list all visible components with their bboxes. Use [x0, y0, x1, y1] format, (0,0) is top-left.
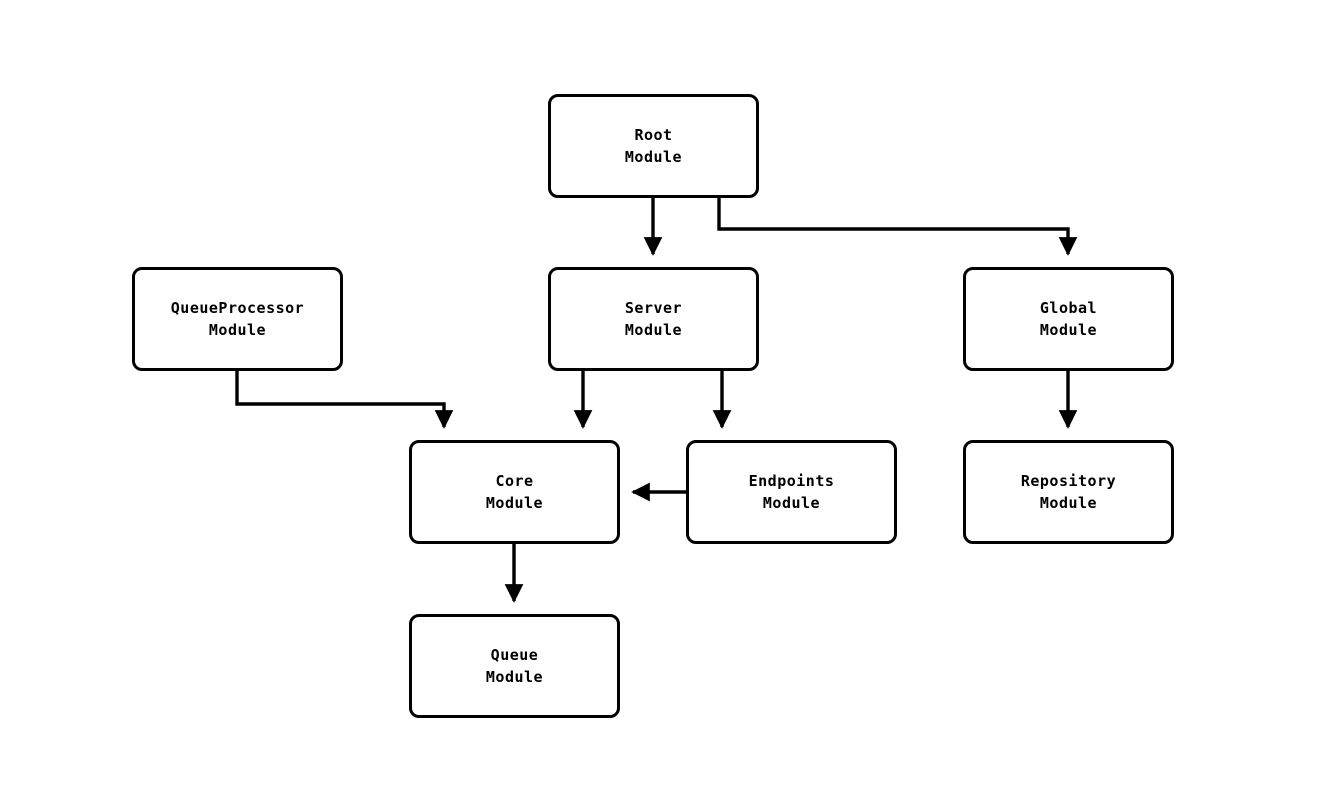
node-title: Endpoints	[748, 472, 835, 490]
node-subtitle: Module	[1039, 494, 1098, 512]
node-subtitle: Module	[1039, 321, 1098, 339]
node-title: Root	[634, 126, 673, 144]
edge-queueprocessor-core	[237, 371, 444, 427]
node-title: Queue	[490, 646, 539, 664]
node-core-module[interactable]	[409, 440, 620, 544]
node-server-module[interactable]	[548, 267, 759, 371]
node-subtitle: Module	[485, 494, 544, 512]
node-subtitle: Module	[762, 494, 821, 512]
node-queue-module[interactable]	[409, 614, 620, 718]
node-queueprocessor-module[interactable]	[132, 267, 343, 371]
node-repository-module[interactable]	[963, 440, 1174, 544]
node-title: Repository	[1020, 472, 1117, 490]
node-title: Server	[624, 299, 683, 317]
edge-root-global	[719, 198, 1068, 254]
node-subtitle: Module	[485, 668, 544, 686]
node-title: Global	[1039, 299, 1098, 317]
node-subtitle: Module	[624, 321, 683, 339]
node-title: QueueProcessor	[170, 299, 305, 317]
node-subtitle: Module	[208, 321, 267, 339]
node-global-module[interactable]	[963, 267, 1174, 371]
node-endpoints-module[interactable]	[686, 440, 897, 544]
node-subtitle: Module	[624, 148, 683, 166]
node-root-module[interactable]	[548, 94, 759, 198]
node-title: Core	[495, 472, 534, 490]
